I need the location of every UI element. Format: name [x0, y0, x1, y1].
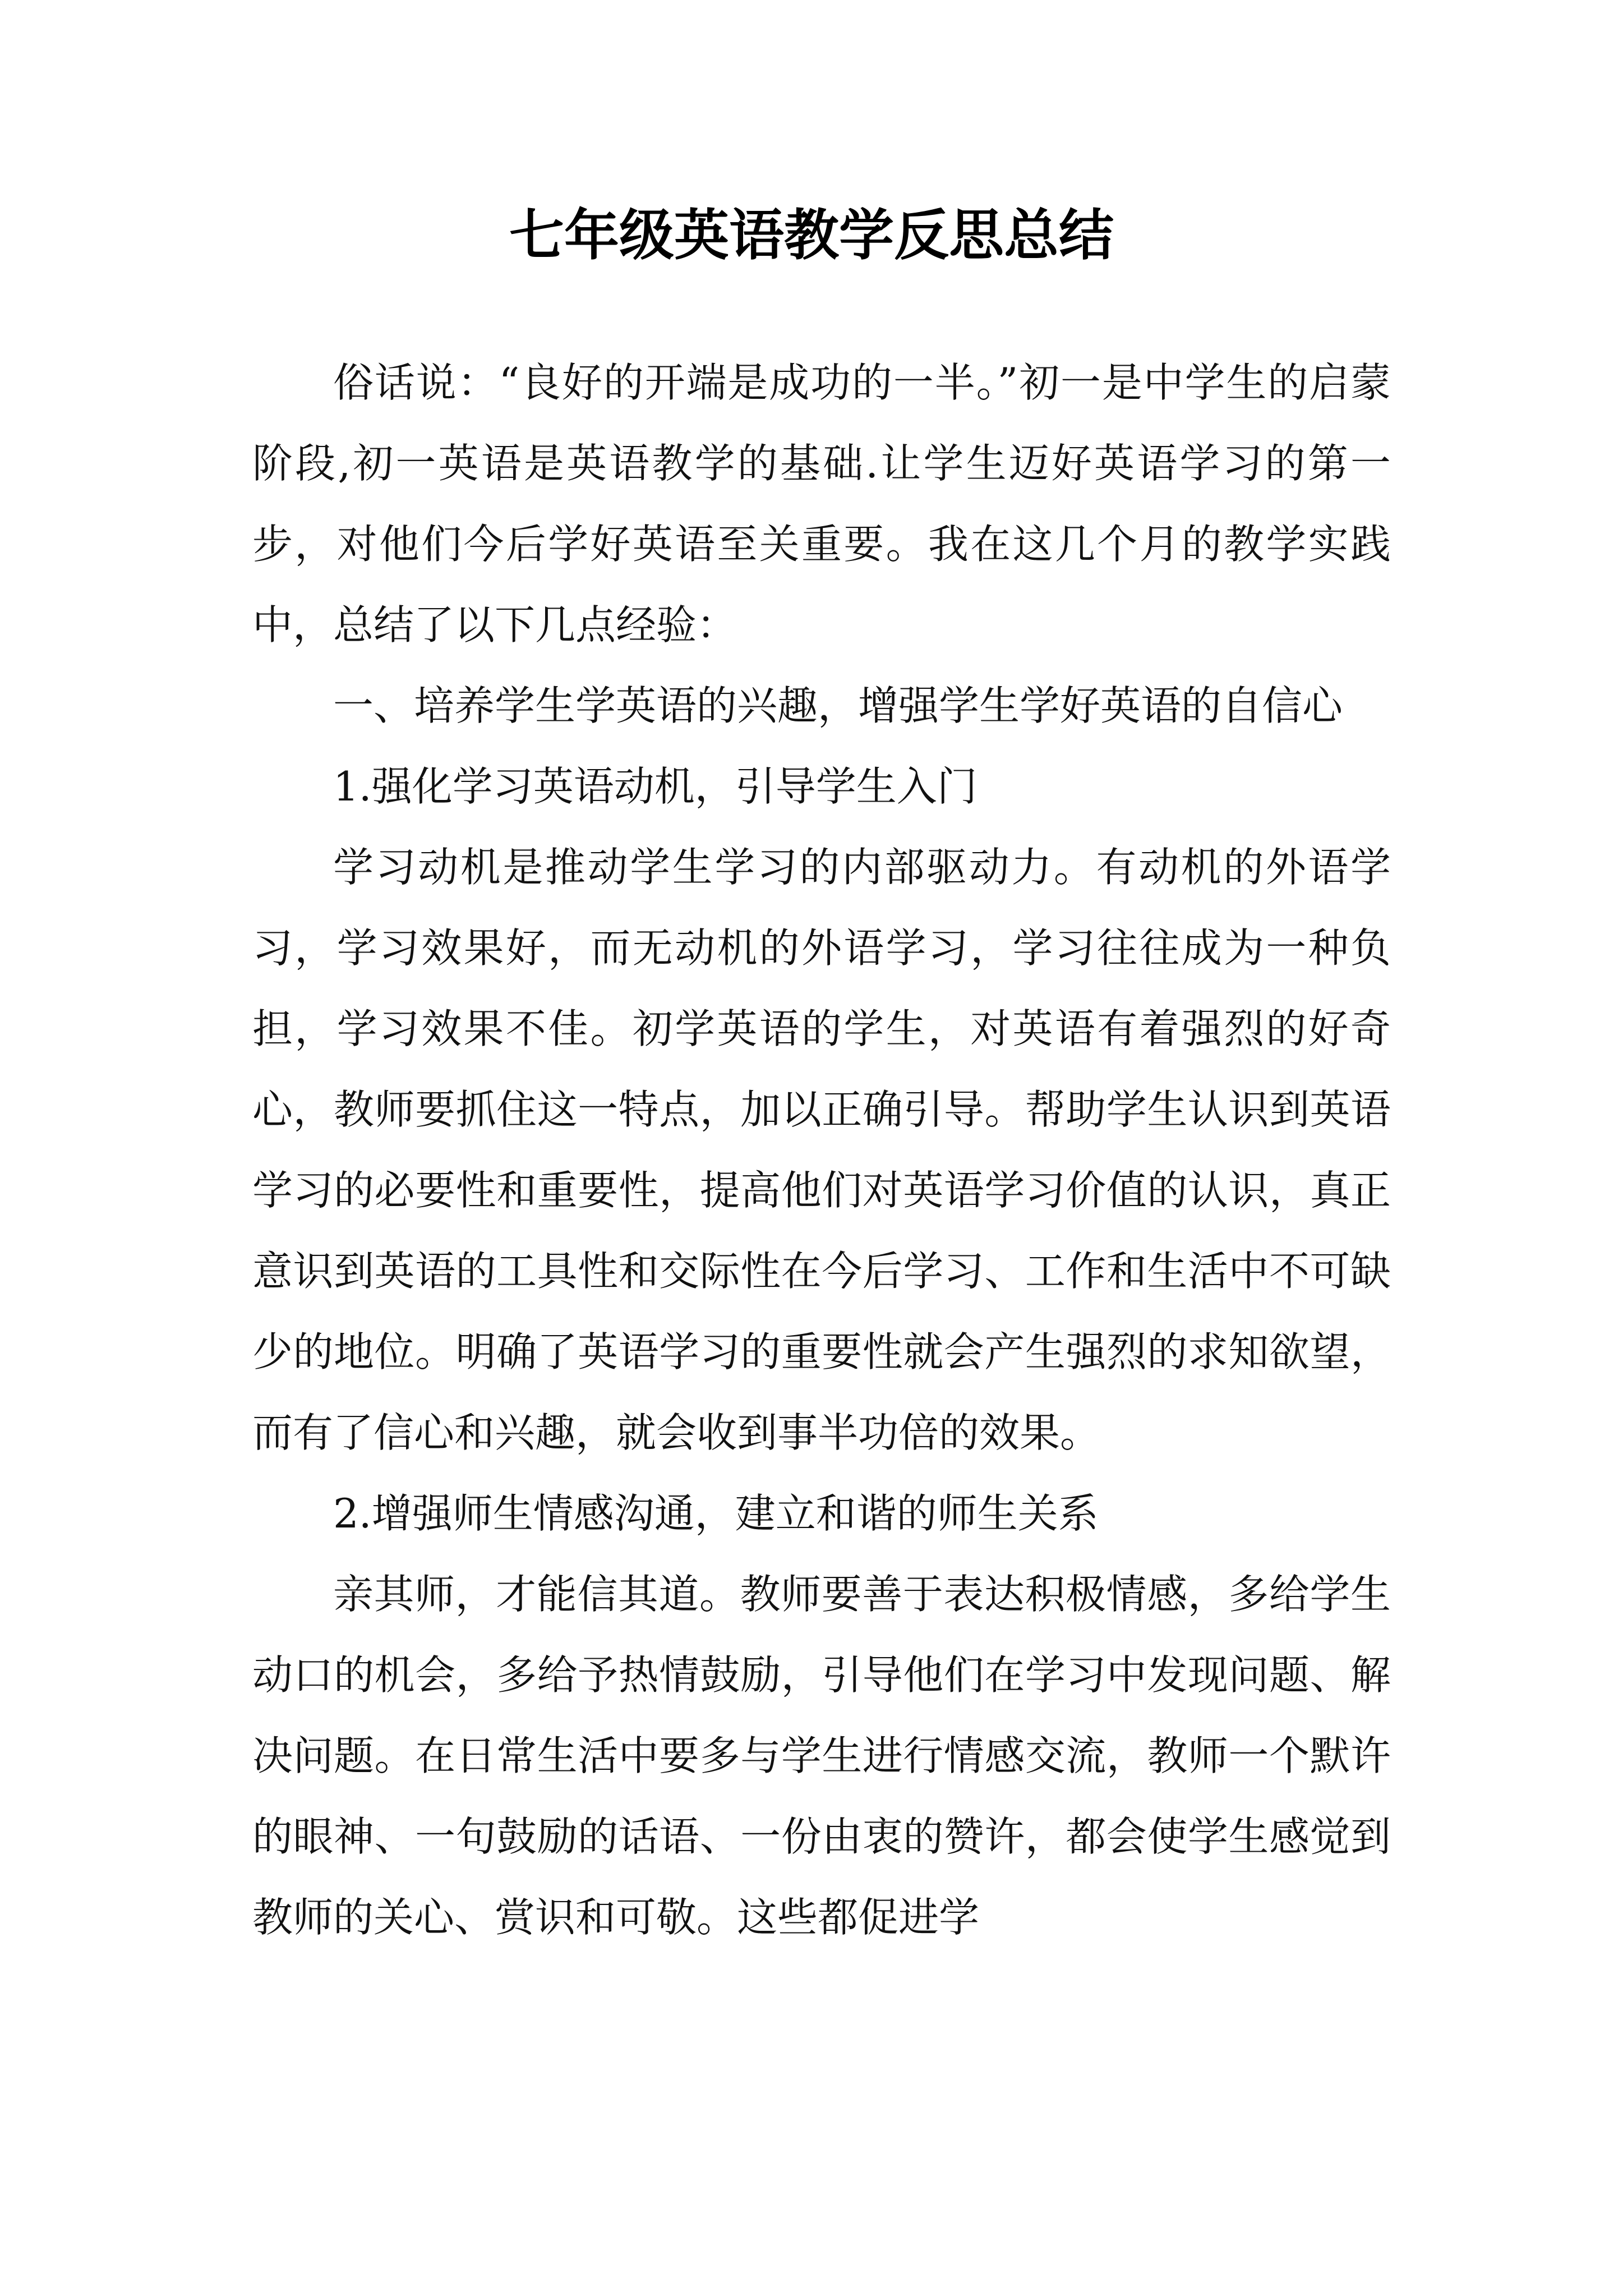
subsection-heading-2: 2.增强师生情感沟通，建立和谐的师生关系 — [333, 1490, 1099, 1537]
document-body — [252, 342, 1391, 1958]
document-title: 七年级英语教学反思总结 — [509, 203, 1114, 268]
section-heading-1: 一、培养学生学英语的兴趣，增强学生学好英语的自信心 — [333, 682, 1343, 729]
paragraph-relationship: 亲其师，才能信其道。教师要善于表达积极情感，多给学生动口的机会，多给予热情鼓励，引导他们在学习中发现问题、解决问题。在日常生活中要多与学生进行情感交流，教师一个默许的眼神、一句鼓励的话语、一份由衷的赞许，都会使学生感觉到教师的关心、赏识和可敬。这些都促进学 — [252, 1571, 1391, 1941]
paragraph-intro: 俗话说：“良好的开端是成功的一半。”初一是中学生的启蒙阶段,初一英语是英语教学的基础.让学生迈好英语学习的第一步，对他们今后学好英语至关重要。我在这几个月的教学实践中，总结了以下几点经验： — [252, 359, 1391, 648]
subsection-heading-1: 1.强化学习英语动机，引导学生入门 — [333, 763, 978, 810]
paragraph-motivation: 学习动机是推动学生学习的内部驱动力。有动机的外语学习，学习效果好，而无动机的外语学习，学习往往成为一种负担，学习效果不佳。初学英语的学生，对英语有着强烈的好奇心，教师要抓住这一特点，加以正确引导。帮助学生认识到英语学习的必要性和重要性，提高他们对英语学习价值的认识，真正意识到英语的工具性和交际性在今后学习、工作和生活中不可缺少的地位。明确了英语学习的重要性就会产生强烈的求知欲望，而有了信心和兴趣，就会收到事半功倍的效果。 — [252, 844, 1391, 1456]
